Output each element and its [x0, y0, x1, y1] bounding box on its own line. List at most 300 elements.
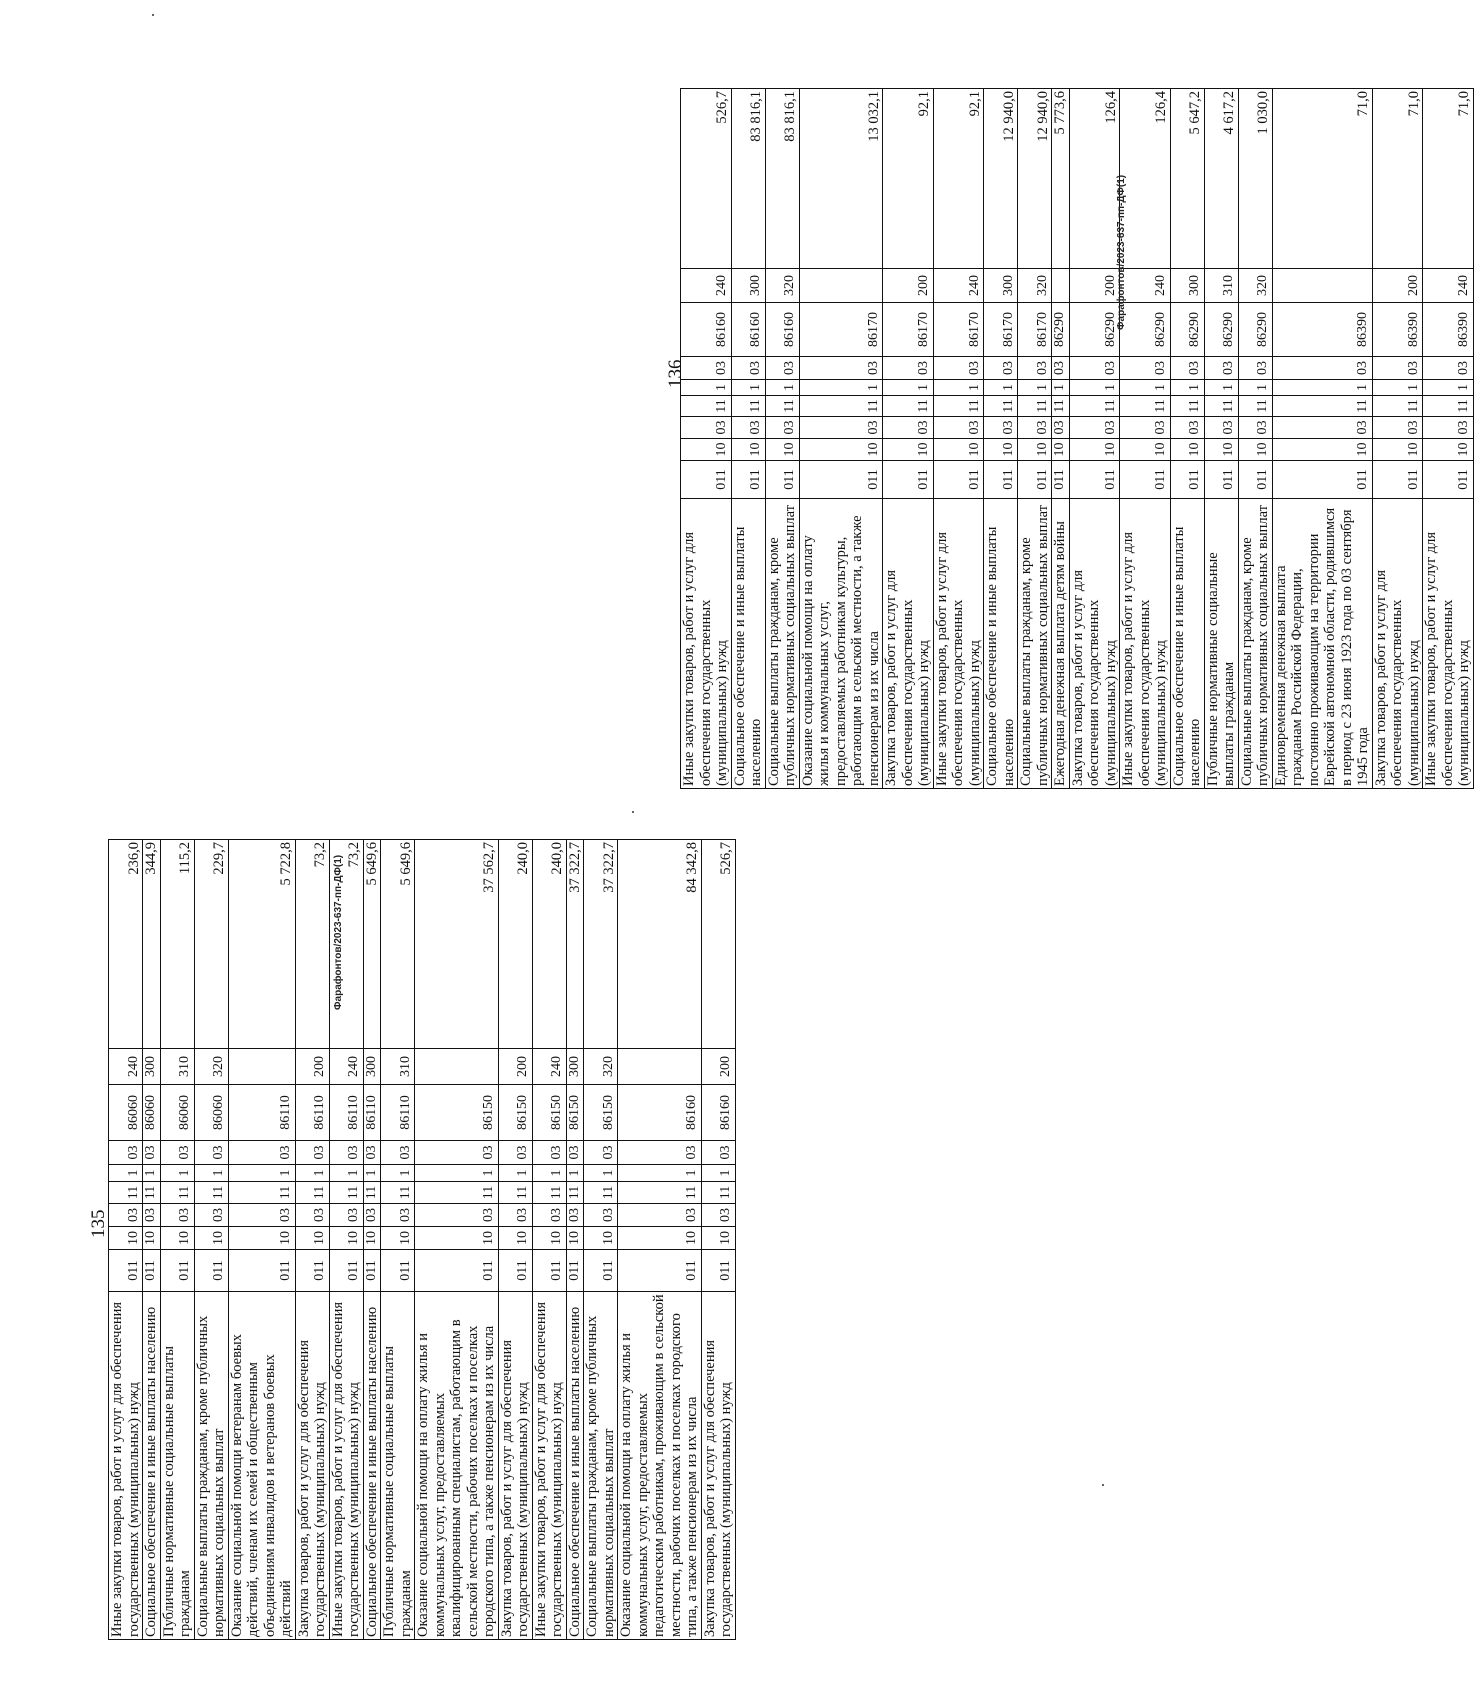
code-cell-c5: 1	[765, 380, 799, 396]
amount-cell: 84 342,8	[618, 840, 702, 1049]
code-cell-c3: 03	[1170, 417, 1204, 439]
code-cell-c7: 86060	[160, 1085, 194, 1141]
code-cell-c3: 03	[799, 417, 883, 439]
table-row	[498, 840, 532, 1640]
code-cell-c6: 03	[1018, 357, 1052, 380]
code-cell-c7: 86160	[681, 303, 732, 357]
code-cell-c6: 03	[109, 1141, 143, 1165]
expense-name-cell: Оказание социальной помощи на оплату жилья и коммунальных услуг, предоставляемых квалифицированным специалистам, работающим в сельской местности, рабочих поселках и поселках городского типа, а также пенсионерам из их числа	[415, 1292, 499, 1640]
code-cell-c7: 86110	[228, 1085, 295, 1141]
code-cell-c6: 03	[584, 1141, 618, 1165]
footer-code-page-135: Фарафонтов/2023-637-пп-ДФ(1)	[333, 854, 344, 1010]
amount-cell: 1 030,0	[1238, 89, 1272, 269]
code-cell-c2: 10	[1069, 439, 1120, 461]
amount-cell: 71,0	[1372, 89, 1423, 269]
table-row	[295, 840, 329, 1640]
code-cell-c4: 11	[1170, 396, 1204, 417]
code-cell-c8: 320	[1018, 269, 1052, 303]
code-cell-c1: 011	[584, 1250, 618, 1292]
expense-name-cell: Оказание социальной помощи на оплату жилья и коммунальных услуг, предоставляемых педагогическим работникам, проживающим в сельской местности, рабочих поселках и поселках городского типа, а также пенсионерам из их числа	[618, 1292, 702, 1640]
code-cell-c7: 86160	[701, 1085, 735, 1141]
code-cell-c8: 320	[584, 1049, 618, 1085]
code-cell-c4: 11	[194, 1182, 228, 1204]
budget-table-page-135	[108, 839, 736, 1640]
code-cell-c3: 03	[584, 1204, 618, 1227]
table-row	[618, 840, 702, 1640]
expense-name-cell: Социальные выплаты гражданам, кроме публичных нормативных социальных выплат	[584, 1292, 618, 1640]
code-cell-c3: 03	[329, 1204, 363, 1227]
code-cell-c7: 86390	[1272, 303, 1372, 357]
code-cell-c7: 86390	[1372, 303, 1423, 357]
code-cell-c7: 86110	[329, 1085, 363, 1141]
code-cell-c1: 011	[731, 461, 765, 499]
expense-name-cell: Иные закупки товаров, работ и услуг для обеспечения государственных (муниципальных) нужд	[1120, 499, 1171, 789]
code-cell-c2: 10	[1272, 439, 1372, 461]
table-row	[883, 89, 934, 789]
table-row	[1120, 89, 1171, 789]
table-row	[109, 840, 143, 1640]
code-cell-c3: 03	[228, 1204, 295, 1227]
code-cell-c6: 03	[228, 1141, 295, 1165]
code-cell-c6: 03	[329, 1141, 363, 1165]
expense-name-cell: Иные закупки товаров, работ и услуг для обеспечения государственных (муниципальных) нужд	[933, 499, 984, 789]
code-cell-c7: 86170	[883, 303, 934, 357]
amount-cell: 92,1	[933, 89, 984, 269]
table-row	[1018, 89, 1052, 789]
code-cell-c3: 03	[566, 1204, 584, 1227]
code-cell-c2: 10	[681, 439, 732, 461]
code-cell-c5: 1	[415, 1165, 499, 1182]
expense-name-cell: Закупка товаров, работ и услуг для обеспечения государственных (муниципальных) нужд	[1069, 499, 1120, 789]
code-cell-c6: 03	[194, 1141, 228, 1165]
table-row	[933, 89, 984, 789]
code-cell-c8: 300	[566, 1049, 584, 1085]
code-cell-c2: 10	[295, 1227, 329, 1250]
code-cell-c6: 03	[415, 1141, 499, 1165]
code-cell-c7: 86110	[295, 1085, 329, 1141]
code-cell-c6: 03	[160, 1141, 194, 1165]
code-cell-c1: 011	[701, 1250, 735, 1292]
amount-cell: 13 032,1	[799, 89, 883, 269]
code-cell-c5: 1	[143, 1165, 161, 1182]
code-cell-c8: 300	[731, 269, 765, 303]
table-row	[1272, 89, 1372, 789]
code-cell-c7: 86170	[1018, 303, 1052, 357]
table-row	[1170, 89, 1204, 789]
footer-code-page-136: Фарафонтов/2023-637-пп-ДФ(1)	[1116, 174, 1127, 330]
expense-name-cell: Публичные нормативные социальные выплаты гражданам	[160, 1292, 194, 1640]
amount-cell: 5 647,2	[1170, 89, 1204, 269]
code-cell-c6: 03	[1204, 357, 1238, 380]
code-cell-c2: 10	[1238, 439, 1272, 461]
expense-name-cell: Закупка товаров, работ и услуг для обеспечения государственных (муниципальных) нужд	[498, 1292, 532, 1640]
amount-cell: 126,4	[1120, 89, 1171, 269]
code-cell-c2: 10	[381, 1227, 415, 1250]
amount-cell: 240,0	[498, 840, 532, 1049]
code-cell-c3: 03	[1069, 417, 1120, 439]
code-cell-c3: 03	[532, 1204, 566, 1227]
code-cell-c1: 011	[1018, 461, 1052, 499]
code-cell-c3: 03	[415, 1204, 499, 1227]
code-cell-c5: 1	[1423, 380, 1474, 396]
code-cell-c1: 011	[933, 461, 984, 499]
code-cell-c5: 1	[984, 380, 1018, 396]
code-cell-c3: 03	[498, 1204, 532, 1227]
code-cell-c2: 10	[1170, 439, 1204, 461]
code-cell-c4: 11	[381, 1182, 415, 1204]
code-cell-c8: 240	[532, 1049, 566, 1085]
code-cell-c2: 10	[1052, 439, 1070, 461]
code-cell-c8: 320	[194, 1049, 228, 1085]
code-cell-c3: 03	[883, 417, 934, 439]
scan-speck	[152, 14, 154, 16]
amount-cell: 115,2	[160, 840, 194, 1049]
code-cell-c5: 1	[1238, 380, 1272, 396]
code-cell-c4: 11	[1018, 396, 1052, 417]
amount-cell: 12 940,0	[984, 89, 1018, 269]
code-cell-c5: 1	[363, 1165, 381, 1182]
code-cell-c3: 03	[1272, 417, 1372, 439]
code-cell-c3: 03	[109, 1204, 143, 1227]
table-row	[1052, 89, 1070, 789]
code-cell-c7: 86150	[498, 1085, 532, 1141]
expense-name-cell: Публичные нормативные социальные выплаты гражданам	[381, 1292, 415, 1640]
amount-cell: 526,7	[681, 89, 732, 269]
expense-name-cell: Закупка товаров, работ и услуг для обеспечения государственных (муниципальных) нужд	[295, 1292, 329, 1640]
code-cell-c7: 86290	[1069, 303, 1120, 357]
expense-name-cell: Социальные выплаты гражданам, кроме публичных нормативных социальных выплат	[194, 1292, 228, 1640]
code-cell-c8	[1052, 269, 1070, 303]
code-cell-c2: 10	[984, 439, 1018, 461]
amount-cell: 4 617,2	[1204, 89, 1238, 269]
table-row	[1238, 89, 1272, 789]
code-cell-c4: 11	[329, 1182, 363, 1204]
code-cell-c8: 240	[1423, 269, 1474, 303]
code-cell-c6: 03	[765, 357, 799, 380]
code-cell-c4: 11	[1069, 396, 1120, 417]
amount-cell: 344,9	[143, 840, 161, 1049]
code-cell-c1: 011	[228, 1250, 295, 1292]
code-cell-c8: 300	[984, 269, 1018, 303]
code-cell-c5: 1	[532, 1165, 566, 1182]
code-cell-c8: 200	[295, 1049, 329, 1085]
code-cell-c3: 03	[143, 1204, 161, 1227]
code-cell-c6: 03	[701, 1141, 735, 1165]
table-row	[584, 840, 618, 1640]
code-cell-c4: 11	[295, 1182, 329, 1204]
code-cell-c2: 10	[883, 439, 934, 461]
code-cell-c7: 86060	[109, 1085, 143, 1141]
code-cell-c2: 10	[584, 1227, 618, 1250]
code-cell-c4: 11	[584, 1182, 618, 1204]
amount-cell: 37 562,7	[415, 840, 499, 1049]
code-cell-c4: 11	[160, 1182, 194, 1204]
budget-table-page-136	[680, 88, 1474, 789]
code-cell-c4: 11	[228, 1182, 295, 1204]
code-cell-c8: 240	[1120, 269, 1171, 303]
expense-name-cell: Ежегодная денежная выплата детям войны	[1052, 499, 1070, 789]
code-cell-c8: 320	[1238, 269, 1272, 303]
code-cell-c5: 1	[1052, 380, 1070, 396]
code-cell-c2: 10	[1018, 439, 1052, 461]
code-cell-c2: 10	[765, 439, 799, 461]
code-cell-c1: 011	[1238, 461, 1272, 499]
code-cell-c6: 03	[143, 1141, 161, 1165]
code-cell-c7: 86160	[765, 303, 799, 357]
code-cell-c4: 11	[1120, 396, 1171, 417]
code-cell-c3: 03	[1204, 417, 1238, 439]
code-cell-c8	[415, 1049, 499, 1085]
code-cell-c7: 86150	[584, 1085, 618, 1141]
code-cell-c6: 03	[1372, 357, 1423, 380]
code-cell-c4: 11	[498, 1182, 532, 1204]
code-cell-c2: 10	[363, 1227, 381, 1250]
code-cell-c2: 10	[194, 1227, 228, 1250]
amount-cell: 73,2	[329, 840, 363, 1049]
amount-cell: 37 322,7	[584, 840, 618, 1049]
table-row	[363, 840, 381, 1640]
code-cell-c5: 1	[701, 1165, 735, 1182]
code-cell-c1: 011	[765, 461, 799, 499]
code-cell-c8	[228, 1049, 295, 1085]
code-cell-c1: 011	[566, 1250, 584, 1292]
expense-name-cell: Социальные выплаты гражданам, кроме публичных нормативных социальных выплат	[765, 499, 799, 789]
code-cell-c1: 011	[194, 1250, 228, 1292]
amount-cell: 236,0	[109, 840, 143, 1049]
code-cell-c1: 011	[532, 1250, 566, 1292]
code-cell-c5: 1	[228, 1165, 295, 1182]
code-cell-c1: 011	[109, 1250, 143, 1292]
amount-cell: 5 649,6	[381, 840, 415, 1049]
code-cell-c7: 86170	[933, 303, 984, 357]
scan-speck	[632, 811, 634, 813]
code-cell-c4: 11	[933, 396, 984, 417]
code-cell-c8	[799, 269, 883, 303]
table-row	[143, 840, 161, 1640]
code-cell-c3: 03	[1052, 417, 1070, 439]
code-cell-c4: 11	[618, 1182, 702, 1204]
code-cell-c3: 03	[1423, 417, 1474, 439]
expense-name-cell: Социальное обеспечение и иные выплаты населению	[1170, 499, 1204, 789]
code-cell-c6: 03	[933, 357, 984, 380]
code-cell-c7: 86150	[566, 1085, 584, 1141]
table-row	[701, 840, 735, 1640]
code-cell-c2: 10	[1120, 439, 1171, 461]
code-cell-c6: 03	[883, 357, 934, 380]
code-cell-c1: 011	[883, 461, 934, 499]
code-cell-c5: 1	[799, 380, 883, 396]
table-row	[1423, 89, 1474, 789]
code-cell-c6: 03	[381, 1141, 415, 1165]
code-cell-c3: 03	[1238, 417, 1272, 439]
table-row	[160, 840, 194, 1640]
table-row	[194, 840, 228, 1640]
code-cell-c7: 86060	[194, 1085, 228, 1141]
code-cell-c8: 310	[1204, 269, 1238, 303]
code-cell-c4: 11	[731, 396, 765, 417]
code-cell-c4: 11	[363, 1182, 381, 1204]
table-row	[731, 89, 765, 789]
code-cell-c5: 1	[584, 1165, 618, 1182]
code-cell-c1: 011	[498, 1250, 532, 1292]
expense-name-cell: Публичные нормативные социальные выплаты гражданам	[1204, 499, 1238, 789]
code-cell-c4: 11	[1372, 396, 1423, 417]
code-cell-c8: 300	[363, 1049, 381, 1085]
code-cell-c7: 86160	[731, 303, 765, 357]
page-136-table-body	[681, 89, 1474, 789]
amount-cell: 5 722,8	[228, 840, 295, 1049]
code-cell-c7: 86170	[799, 303, 883, 357]
code-cell-c1: 011	[160, 1250, 194, 1292]
scan-speck	[1102, 1484, 1104, 1486]
code-cell-c1: 011	[1069, 461, 1120, 499]
code-cell-c7: 86150	[415, 1085, 499, 1141]
expense-name-cell: Закупка товаров, работ и услуг для обеспечения государственных (муниципальных) нужд	[883, 499, 934, 789]
code-cell-c3: 03	[363, 1204, 381, 1227]
expense-name-cell: Иные закупки товаров, работ и услуг для обеспечения государственных (муниципальных) нужд	[109, 1292, 143, 1640]
amount-cell: 83 816,1	[765, 89, 799, 269]
table-row	[532, 840, 566, 1640]
table-row	[765, 89, 799, 789]
code-cell-c5: 1	[194, 1165, 228, 1182]
page-136-table-wrap	[680, 88, 1474, 789]
code-cell-c2: 10	[160, 1227, 194, 1250]
code-cell-c2: 10	[731, 439, 765, 461]
code-cell-c7: 86150	[532, 1085, 566, 1141]
code-cell-c8	[1272, 269, 1372, 303]
expense-name-cell: Социальное обеспечение и иные выплаты населению	[143, 1292, 161, 1640]
amount-cell: 71,0	[1423, 89, 1474, 269]
code-cell-c5: 1	[329, 1165, 363, 1182]
code-cell-c2: 10	[933, 439, 984, 461]
code-cell-c1: 011	[363, 1250, 381, 1292]
code-cell-c5: 1	[1372, 380, 1423, 396]
code-cell-c2: 10	[329, 1227, 363, 1250]
code-cell-c7: 86290	[1120, 303, 1171, 357]
code-cell-c5: 1	[498, 1165, 532, 1182]
code-cell-c4: 11	[1272, 396, 1372, 417]
code-cell-c2: 10	[701, 1227, 735, 1250]
expense-name-cell: Оказание социальной помощи ветеранам боевых действий, членам их семей и общественным объединениям инвалидов и ветеранов боевых действий	[228, 1292, 295, 1640]
table-row	[415, 840, 499, 1640]
code-cell-c7: 86290	[1238, 303, 1272, 357]
code-cell-c3: 03	[618, 1204, 702, 1227]
code-cell-c1: 011	[1372, 461, 1423, 499]
code-cell-c2: 10	[498, 1227, 532, 1250]
code-cell-c3: 03	[701, 1204, 735, 1227]
amount-cell: 73,2	[295, 840, 329, 1049]
code-cell-c1: 011	[799, 461, 883, 499]
code-cell-c7: 86290	[1204, 303, 1238, 357]
code-cell-c2: 10	[532, 1227, 566, 1250]
expense-name-cell: Иные закупки товаров, работ и услуг для обеспечения государственных (муниципальных) нужд	[329, 1292, 363, 1640]
code-cell-c7: 86160	[618, 1085, 702, 1141]
code-cell-c1: 011	[1170, 461, 1204, 499]
code-cell-c3: 03	[194, 1204, 228, 1227]
code-cell-c3: 03	[731, 417, 765, 439]
code-cell-c6: 03	[1069, 357, 1120, 380]
amount-cell: 71,0	[1272, 89, 1372, 269]
table-row	[1069, 89, 1120, 789]
expense-name-cell: Социальные выплаты гражданам, кроме публичных нормативных социальных выплат	[1238, 499, 1272, 789]
code-cell-c2: 10	[1372, 439, 1423, 461]
code-cell-c5: 1	[381, 1165, 415, 1182]
code-cell-c7: 86060	[143, 1085, 161, 1141]
code-cell-c4: 11	[799, 396, 883, 417]
code-cell-c4: 11	[566, 1182, 584, 1204]
amount-cell: 5 773,6	[1052, 89, 1070, 269]
code-cell-c4: 11	[109, 1182, 143, 1204]
code-cell-c1: 011	[618, 1250, 702, 1292]
code-cell-c3: 03	[1372, 417, 1423, 439]
code-cell-c5: 1	[1069, 380, 1120, 396]
code-cell-c4: 11	[415, 1182, 499, 1204]
page-number-136: 136	[665, 359, 686, 388]
code-cell-c5: 1	[933, 380, 984, 396]
code-cell-c8	[618, 1049, 702, 1085]
code-cell-c3: 03	[765, 417, 799, 439]
code-cell-c8: 200	[701, 1049, 735, 1085]
code-cell-c8: 240	[681, 269, 732, 303]
expense-name-cell: Закупка товаров, работ и услуг для обеспечения государственных (муниципальных) нужд	[1372, 499, 1423, 789]
code-cell-c4: 11	[1052, 396, 1070, 417]
code-cell-c4: 11	[143, 1182, 161, 1204]
expense-name-cell: Социальное обеспечение и иные выплаты населению	[566, 1292, 584, 1640]
code-cell-c5: 1	[295, 1165, 329, 1182]
code-cell-c7: 86110	[363, 1085, 381, 1141]
code-cell-c2: 10	[1204, 439, 1238, 461]
code-cell-c1: 011	[329, 1250, 363, 1292]
amount-cell: 12 940,0	[1018, 89, 1052, 269]
code-cell-c7: 86170	[984, 303, 1018, 357]
expense-name-cell: Социальное обеспечение и иные выплаты населению	[363, 1292, 381, 1640]
expense-name-cell: Социальное обеспечение и иные выплаты населению	[984, 499, 1018, 789]
code-cell-c8: 310	[160, 1049, 194, 1085]
code-cell-c7: 86390	[1423, 303, 1474, 357]
code-cell-c8: 300	[1170, 269, 1204, 303]
code-cell-c8: 310	[381, 1049, 415, 1085]
amount-cell: 83 816,1	[731, 89, 765, 269]
code-cell-c3: 03	[1120, 417, 1171, 439]
amount-cell: 240,0	[532, 840, 566, 1049]
expense-name-cell: Иные закупки товаров, работ и услуг для обеспечения государственных (муниципальных) нужд	[681, 499, 732, 789]
code-cell-c3: 03	[933, 417, 984, 439]
code-cell-c6: 03	[799, 357, 883, 380]
code-cell-c2: 10	[1423, 439, 1474, 461]
table-row	[381, 840, 415, 1640]
code-cell-c7: 86290	[1170, 303, 1204, 357]
code-cell-c7: 86110	[381, 1085, 415, 1141]
code-cell-c8: 320	[765, 269, 799, 303]
table-row	[681, 89, 732, 789]
table-row	[1204, 89, 1238, 789]
code-cell-c1: 011	[1120, 461, 1171, 499]
code-cell-c3: 03	[681, 417, 732, 439]
code-cell-c8: 300	[143, 1049, 161, 1085]
code-cell-c7: 86290	[1052, 303, 1070, 357]
code-cell-c2: 10	[109, 1227, 143, 1250]
code-cell-c5: 1	[566, 1165, 584, 1182]
page-number-135: 135	[88, 1209, 109, 1238]
amount-cell: 37 322,7	[566, 840, 584, 1049]
code-cell-c5: 1	[1204, 380, 1238, 396]
expense-name-cell: Социальное обеспечение и иные выплаты населению	[731, 499, 765, 789]
code-cell-c2: 10	[799, 439, 883, 461]
code-cell-c4: 11	[681, 396, 732, 417]
amount-cell: 229,7	[194, 840, 228, 1049]
code-cell-c5: 1	[731, 380, 765, 396]
code-cell-c6: 03	[363, 1141, 381, 1165]
